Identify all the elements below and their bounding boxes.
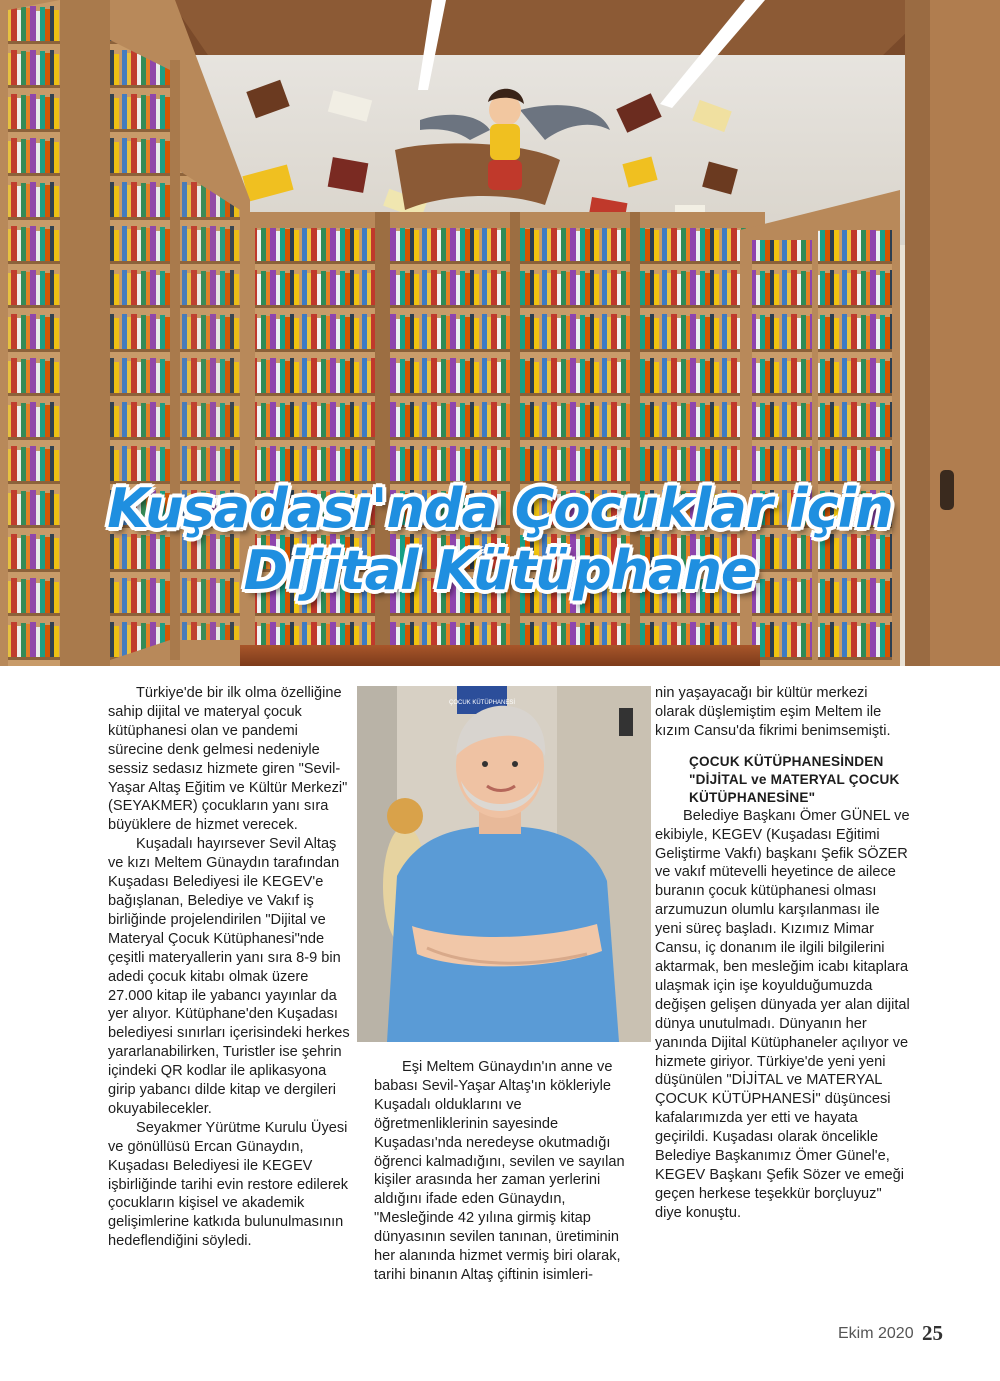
paragraph: Kuşadalı hayırsever Sevil Altaş ve kızı Meltem Günaydın tarafından Kuşadası Belediyesi ile KEGEV'e bağışlanan, Belediye ve Vakıf iş birliğinde projelendirilen "Dijital ve Materyal Çocuk Kütüphanesi"nde çeşitli materyallerin yanı sıra 8-9 bin adedi çocuk kitabı olmak üzere 27.000 kitap ile yabancı yayınlar da yer alıyor. Kütüphane'den Kuşadası belediyesi sınırları içerisindeki herkes yararlanabilirken, Turistler ise şehrin içindeki QR kodlar ile aplikasyona girip yabancı dilde kitap ve dergileri okuyabilecekler. <box>108 836 350 1117</box>
paragraph: Seyakmer Yürütme Kurulu Üyesi ve gönüllüsü Ercan Günaydın, Kuşadası Belediyesi ile KEGEV işbirliğinde tarihi evin restore edilerek çocukların kişisel ve akademik gelişimlerine katkıda bulunulmasının hedeflendiğini söyledi. <box>108 1119 349 1250</box>
page-footer <box>838 1322 948 1348</box>
page-number: 25 <box>922 1321 943 1345</box>
article-column-1 <box>108 684 353 1251</box>
paragraph: Eşi Meltem Günaydın'ın anne ve babası Sevil-Yaşar Altaş'ın kökleriyle Kuşadalı olduklarını ve öğretmenliklerinin sayesinde Kuşadası'nda neredeyse okutmadığı öğrenci kalmadığını, sevilen ve sayılan kişiler arasında her zaman yerlerini aldığını ifade eden Günaydın, "Mesleğinde 42 yılına girmiş kitap dünyasının sevilen tanınan, üretiminin her alanında hizmet vermiş biri olarak, tarihi binanın Altaş çiftinin isimleri- <box>374 1059 625 1283</box>
library-photo <box>0 0 1000 666</box>
section-subheading <box>655 753 910 807</box>
paragraph: Belediye Başkanı Ömer GÜNEL ve ekibiyle, KEGEV (Kuşadası Eğitimi Geliştirme Vakfı) başkanı Şefik SÖZER ve vakıf mütevelli heyetince de ailece buranın çocuk kütüphanesi olması arzumuzun olumlu karşılanması ile yeni süreç başladı. Kızımız Mimar Cansu, iç donanım ile ilgili bilgilerini aktarmak, ben mesleğim icabı kitaplara ulaşmak için işe koyulduğumuzda değişen gelişen dünyada yer alan dijital dünya unutulmadı. Dünyanın her yanında Dijital Kütüphaneler açılıyor ve hizmete giriyor. Türkiye'de yeni yeni düşünülen "DİJİTAL ve MATERYAL ÇOCUK KÜTÜPHANESİ" düşüncesi kafalarımızda yer etti ve hayata geçirildi. Kuşadası olarak öncelikle Belediye Başkanımız Ömer Günel'e, KEGEV Başkanı Şefik Sözer ve emeği geçen herkese teşekkür borçluyuz" diye konuştu. <box>655 807 910 1221</box>
subheading-line-2: "DİJİTAL ve MATERYAL ÇOCUK <box>689 771 900 787</box>
paragraph: Türkiye'de bir ilk olma özelliğine sahip dijital ve materyal çocuk kütüphanesi olan ve pandemi sürecine denk gelmesi nedeniyle sessiz sedasız hizmete giren "Sevil-Yaşar Altaş Eğitim ve Kültür Merkezi"(SEYAKMER) çocukların yanı sıra büyüklere de hizmet verecek. <box>108 685 348 834</box>
portrait-photo <box>357 686 651 1042</box>
headline-line-2: Dijital Kütüphane <box>243 539 757 602</box>
subheading-line-3: KÜTÜPHANESİNE" <box>689 789 816 805</box>
subheading-line-1: ÇOCUK KÜTÜPHANESİNDEN <box>689 753 884 769</box>
headline <box>0 478 1000 602</box>
photo-sign-text: ÇOCUK KÜTÜPHANESİ <box>448 700 516 706</box>
article-column-3 <box>655 684 910 1223</box>
issue-date: Ekim 2020 <box>838 1325 914 1342</box>
paragraph: nin yaşayacağı bir kültür merkezi olarak düşlemiştim eşim Meltem ile kızım Cansu'da fikrimi benimsemişti. <box>655 685 891 739</box>
man-portrait-illustration <box>357 686 651 1042</box>
headline-line-1: Kuşadası'nda Çocuklar için <box>107 477 893 540</box>
article-column-2 <box>374 1058 636 1285</box>
